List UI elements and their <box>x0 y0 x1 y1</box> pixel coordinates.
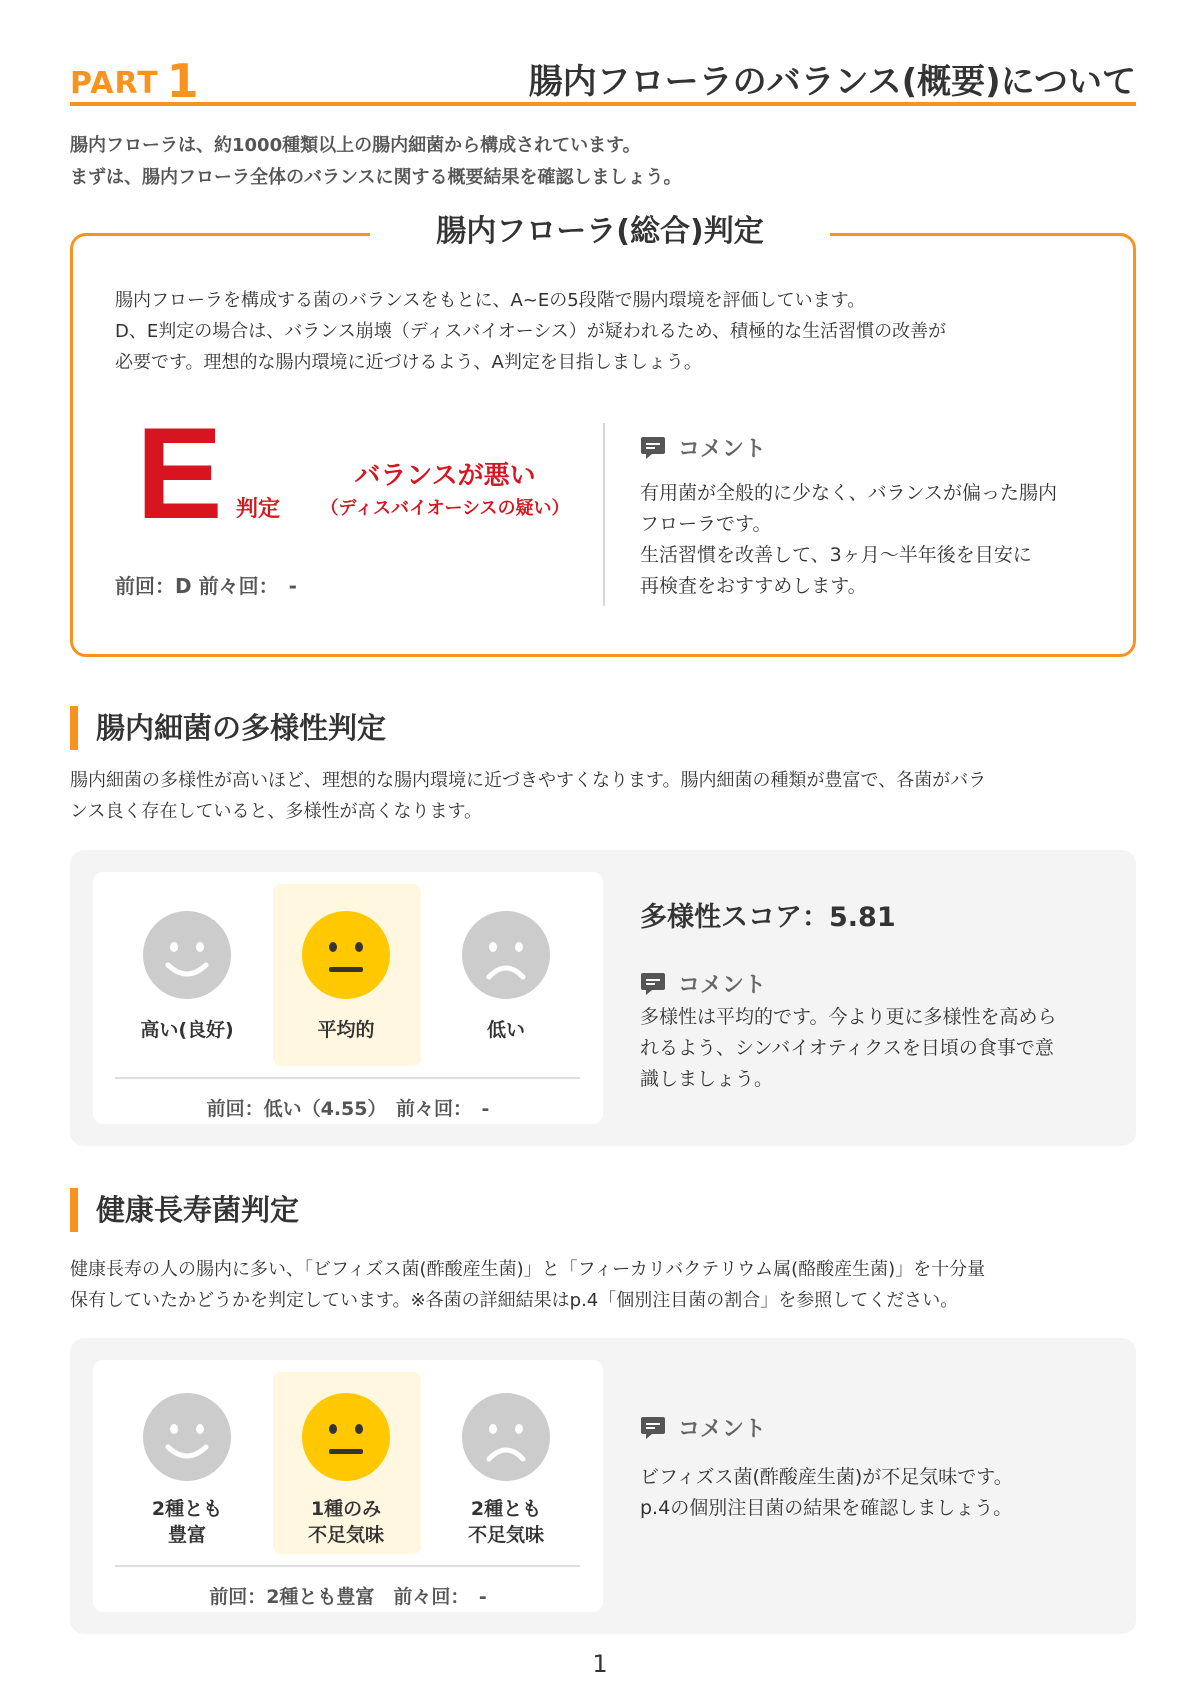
overall-comment-line-1: 有用菌が全般的に少なく、バランスが偏った腸内 <box>640 482 1058 504</box>
overall-verdict-sub: （ディスバイオーシスの疑い） <box>320 498 570 519</box>
overall-comment-text <box>640 478 1110 602</box>
page-number: 1 <box>592 1650 608 1678</box>
overall-divider <box>603 423 605 606</box>
diversity-level-average: 平均的 <box>317 1019 375 1041</box>
overall-grade-suffix: 判定 <box>236 497 281 522</box>
longevity-comment-line-1: ビフィズス菌(酢酸産生菌)が不足気味です。 <box>640 1466 1013 1488</box>
intro-text <box>70 130 1136 194</box>
part-label <box>70 50 200 108</box>
page-title: 腸内フローラのバランス(概要)について <box>528 62 1136 102</box>
longevity-level-both-rich-line-1: 2種とも <box>151 1498 223 1520</box>
overall-comment-header <box>640 432 766 463</box>
smile-face-icon <box>143 911 231 999</box>
diversity-score: 多様性スコア：5.81 <box>640 902 896 933</box>
longevity-desc-line-1: 健康長寿の人の腸内に多い、「ビフィズス菌(酢酸産生菌)」と「フィーカリバクテリウム属(酪酸産生菌)」を十分量 <box>70 1259 986 1280</box>
longevity-comment-line-2: p.4の個別注目菌の結果を確認しましょう。 <box>640 1497 1013 1519</box>
longevity-heading: 健康長寿菌判定 <box>70 1188 299 1232</box>
comment-icon <box>640 1415 666 1441</box>
longevity-description <box>70 1254 1140 1316</box>
longevity-level-one-lacking-line-2: 不足気味 <box>307 1524 384 1546</box>
longevity-level-both-lacking <box>431 1496 581 1548</box>
overall-judgement-title: 腸内フローラ(総合)判定 <box>370 208 830 256</box>
diversity-comment-text <box>640 1002 1120 1095</box>
diversity-desc-line-1: 腸内細菌の多様性が高いほど、理想的な腸内環境に近づきやすくなります。腸内細菌の種類が豊富で、各菌がバラ <box>70 770 987 791</box>
diversity-card-divider <box>115 1077 580 1079</box>
overall-description <box>115 285 1105 378</box>
diversity-comment-line-3: 識しましょう。 <box>640 1068 774 1090</box>
longevity-level-one-lacking-line-1: 1種のみ <box>310 1498 382 1520</box>
sad-face-icon <box>462 1393 550 1481</box>
overall-desc-line-3: 必要です。理想的な腸内環境に近づけるよう、A判定を目指しましょう。 <box>115 352 702 373</box>
comment-icon <box>640 971 666 997</box>
diversity-comment-label: コメント <box>678 973 767 998</box>
longevity-comment-label: コメント <box>678 1417 767 1442</box>
longevity-desc-line-2: 保有していたかどうかを判定しています。※各菌の詳細結果はp.4「個別注目菌の割合」を参照してください。 <box>70 1290 959 1311</box>
overall-desc-line-1: 腸内フローラを構成する菌のバランスをもとに、A~Eの5段階で腸内環境を評価しています。 <box>115 290 866 311</box>
diversity-level-high: 高い(良好) <box>140 1019 234 1041</box>
longevity-card-divider <box>115 1565 580 1567</box>
diversity-previous: 前回：低い（4.55） 前々回： - <box>206 1098 490 1120</box>
overall-comment-line-2: フローラです。 <box>640 513 772 535</box>
part-label-text: PART <box>70 66 159 101</box>
longevity-level-both-lacking-line-1: 2種とも <box>470 1498 542 1520</box>
overall-desc-line-2: D、E判定の場合は、バランス崩壊（ディスバイオーシス）が疑われるため、積極的な生活習慣の改善が <box>115 321 947 342</box>
overall-comment-label: コメント <box>678 437 767 462</box>
intro-line-1: 腸内フローラは、約1000種類以上の腸内細菌から構成されています。 <box>70 135 641 156</box>
intro-line-2: まずは、腸内フローラ全体のバランスに関する概要結果を確認しましょう。 <box>70 167 682 188</box>
diversity-comment-line-1: 多様性は平均的です。今より更に多様性を高めら <box>640 1006 1057 1028</box>
neutral-face-icon <box>302 1393 390 1481</box>
longevity-level-both-rich <box>112 1496 262 1548</box>
smile-face-icon <box>143 1393 231 1481</box>
longevity-previous: 前回：2種とも豊富 前々回： - <box>209 1586 487 1608</box>
page-header <box>70 46 1136 106</box>
diversity-comment-line-2: れるよう、シンバイオティクスを日頃の食事で意 <box>640 1037 1054 1059</box>
overall-comment-line-3: 生活習慣を改善して、3ヶ月〜半年後を目安に <box>640 544 1032 566</box>
overall-grade: E <box>136 400 223 546</box>
part-number: 1 <box>166 54 200 108</box>
longevity-comment-header <box>640 1412 766 1443</box>
diversity-level-low: 低い <box>486 1019 525 1041</box>
longevity-level-one-lacking <box>271 1496 421 1548</box>
overall-previous: 前回：D 前々回： - <box>115 574 297 598</box>
sad-face-icon <box>462 911 550 999</box>
overall-comment-line-4: 再検査をおすすめします。 <box>640 575 867 597</box>
neutral-face-icon <box>302 911 390 999</box>
longevity-comment-text <box>640 1462 1120 1524</box>
diversity-desc-line-2: ンス良く存在していると、多様性が高くなります。 <box>70 801 483 822</box>
comment-icon <box>640 435 666 461</box>
longevity-level-both-rich-line-2: 豊富 <box>167 1524 206 1546</box>
overall-verdict: バランスが悪い <box>354 461 536 491</box>
diversity-comment-header <box>640 968 766 999</box>
longevity-level-both-lacking-line-2: 不足気味 <box>467 1524 544 1546</box>
diversity-heading: 腸内細菌の多様性判定 <box>70 706 386 750</box>
diversity-description <box>70 765 1140 827</box>
